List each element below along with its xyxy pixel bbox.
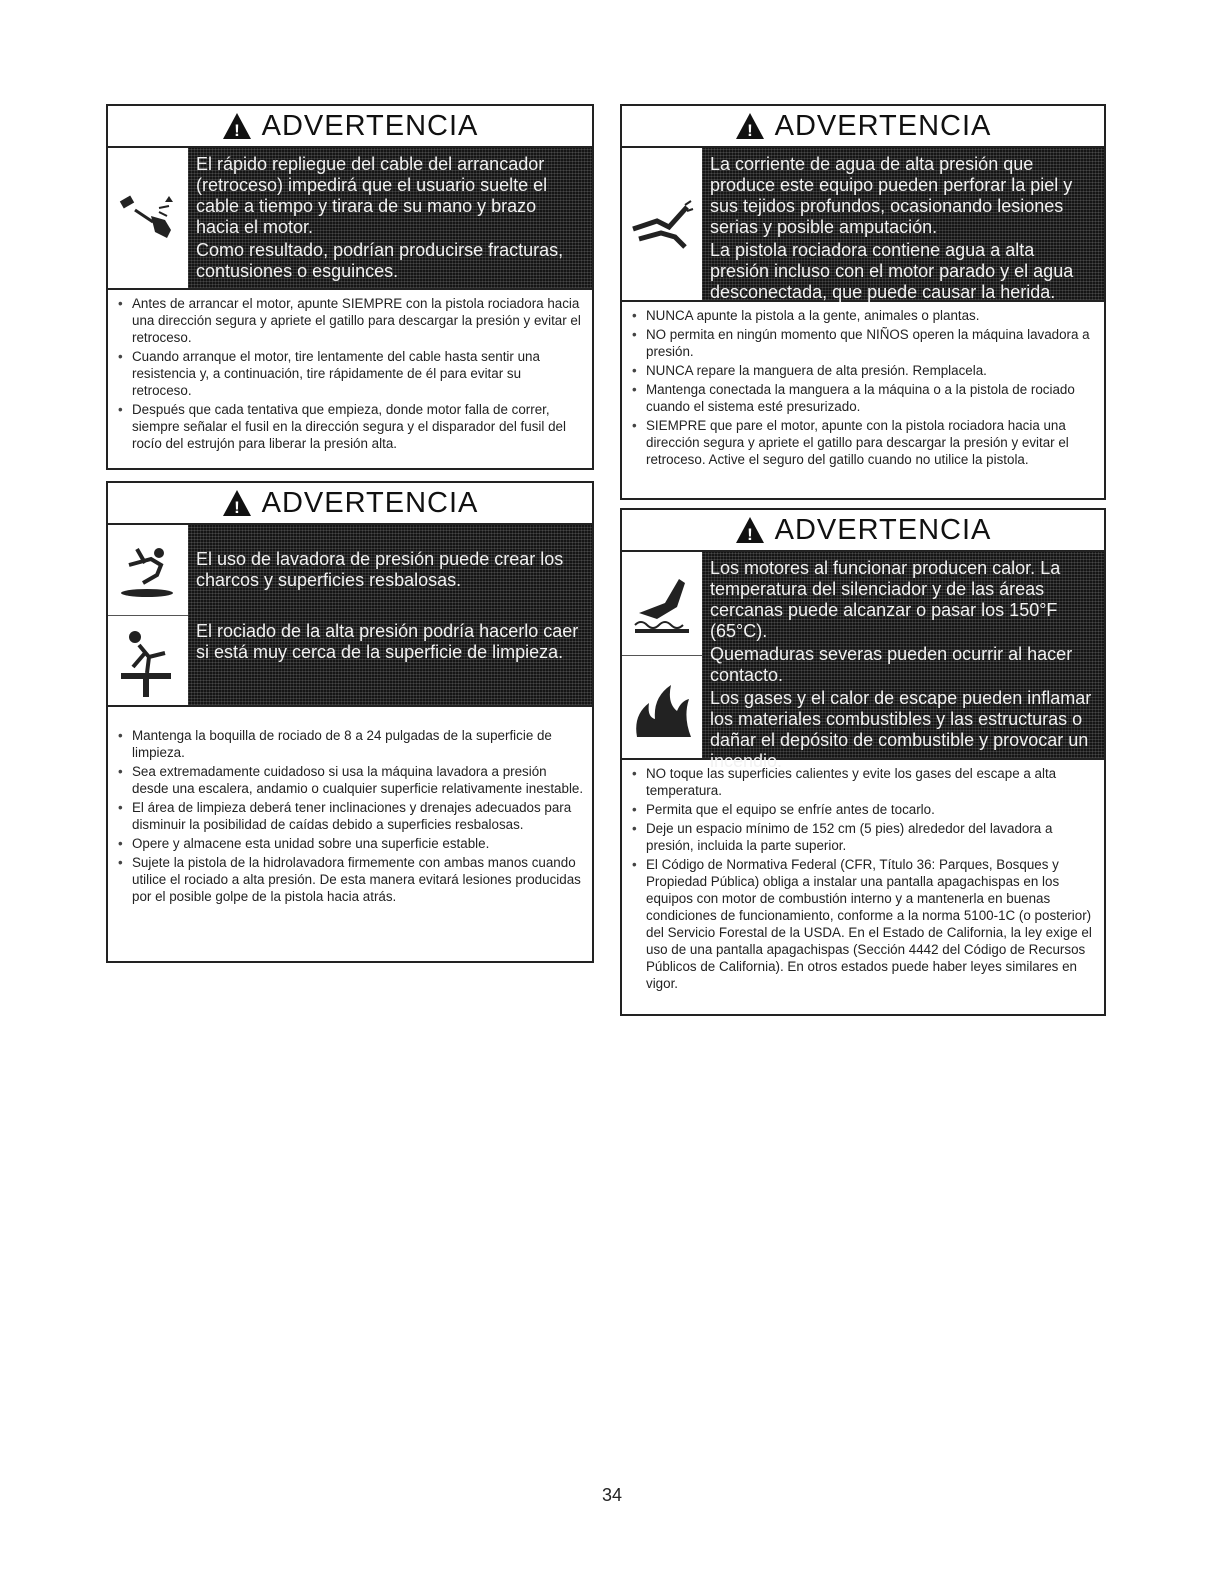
hazard-text: El rápido repliegue del cable del arrancador (retroceso) impedirá que el usuario suelte el cable a tiempo y tirara de su mano y brazo hacia el motor. xyxy=(196,154,548,237)
svg-text:!: ! xyxy=(233,121,240,140)
svg-text:!: ! xyxy=(233,498,240,517)
hazard-text: Quemaduras severas pueden ocurrir al hacer contacto. xyxy=(710,644,1073,685)
hazard-text-band xyxy=(188,525,592,705)
hazard-text: Como resultado, podrían producirse fracturas, contusiones o esguinces. xyxy=(196,240,564,281)
hazard-text: La pistola rociadora contiene agua a alta presión incluso con el motor parado y el agua desconectada, que puede causar la herida. xyxy=(710,240,1074,302)
list-item: • Sujete la pistola de la hidrolavadora firmemente con ambas manos cuando utilice el rociado a alta presión. De esta manera evitará lesiones producidas por el posible golpe de la pistola hacia atrás. xyxy=(132,854,584,905)
hazard-text: El uso de lavadora de presión puede crear los charcos y superficies resbalosas. xyxy=(196,549,564,590)
svg-text:!: ! xyxy=(746,121,753,140)
falling-person-icon xyxy=(108,616,188,706)
warning-bullet-list xyxy=(108,290,592,460)
warning-bullet-list xyxy=(108,707,592,913)
hazard-text: El rociado de la alta presión podría hacerlo caer si está muy cerca de la superficie de limpieza. xyxy=(196,621,579,662)
hazard-text-band xyxy=(702,148,1104,300)
hazard-text: Los motores al funcionar producen calor. La temperatura del silenciador y de las áreas cercanas puede alcanzar o pasar los 150°F (65°C). xyxy=(710,558,1061,641)
warning-header xyxy=(108,106,592,148)
warning-triangle-icon xyxy=(735,112,765,140)
list-item: • Cuando arranque el motor, tire lentamente del cable hasta sentir una resistencia y, a continuación, tire rápidamente de él para evitar su retroceso. xyxy=(132,348,584,399)
warning-box-slip xyxy=(106,481,594,963)
warning-header xyxy=(108,483,592,525)
svg-text:!: ! xyxy=(746,525,753,544)
list-item: • Antes de arrancar el motor, apunte SIEMPRE con la pistola rociadora hacia una dirección segura y apriete el gatillo para descargar la presión y evitar el retroceso. xyxy=(132,295,584,346)
list-item: • Después que cada tentativa que empieza, donde motor falla de correr, siempre señalar el fusil en la dirección segura y el disparador del fusil del rocío del estrujón para liberar la presión alta. xyxy=(132,401,584,452)
warning-title: ADVERTENCIA xyxy=(774,109,992,142)
warning-box-recoil xyxy=(106,104,594,470)
list-item: • Mantenga la boquilla de rociado de 8 a 24 pulgadas de la superficie de limpieza. xyxy=(132,727,584,761)
warning-title: ADVERTENCIA xyxy=(261,486,479,519)
warning-box-heat xyxy=(620,508,1106,1016)
hazard-text-band xyxy=(702,552,1104,771)
list-item: • Permita que el equipo se enfríe antes de tocarlo. xyxy=(646,801,1096,818)
hazard-text-band xyxy=(188,148,592,288)
recoil-hand-icon xyxy=(108,148,188,288)
list-item: • NO toque las superficies calientes y evite los gases del escape a alta temperatura. xyxy=(646,765,1096,799)
fire-icon xyxy=(622,656,702,759)
warning-triangle-icon xyxy=(222,112,252,140)
warning-triangle-icon xyxy=(222,489,252,517)
slipping-person-icon xyxy=(108,525,188,616)
hot-surface-icon xyxy=(622,552,702,656)
warning-bullet-list xyxy=(622,760,1104,1000)
list-item: • Mantenga conectada la manguera a la máquina o a la pistola de rociado cuando el sistema esté presurizado. xyxy=(646,381,1096,415)
injection-hand-icon xyxy=(622,148,702,300)
warning-title: ADVERTENCIA xyxy=(261,109,479,142)
page-number: 34 xyxy=(601,1485,623,1505)
warning-header xyxy=(622,106,1104,148)
list-item: • Opere y almacene esta unidad sobre una superficie estable. xyxy=(132,835,584,852)
list-item: • El Código de Normativa Federal (CFR, Título 36: Parques, Bosques y Propiedad Pública) obliga a instalar una pantalla apagachispas en los equipos con motor de combustión interno y a mantenerla en buenas condiciones de funcionamiento, conforme a la norma 5100-1C (o posterior) del Servicio Forestal de la USDA. En el Estado de California, la ley exige el uso de una pantalla apagachispas (Sección 4442 del Código de Recursos Públicos de California). En otros estados puede haber leyes similares en vigor. xyxy=(646,856,1096,992)
list-item: • El área de limpieza deberá tener inclinaciones y drenajes adecuados para disminuir la posibilidad de caídas debido a superficies resbalosas. xyxy=(132,799,584,833)
list-item: • Deje un espacio mínimo de 152 cm (5 pies) alrededor del lavadora a presión, incluida la parte superior. xyxy=(646,820,1096,854)
hazard-text: La corriente de agua de alta presión que produce este equipo pueden perforar la piel y sus tejidos profundos, ocasionando lesiones serias y posible amputación. xyxy=(710,154,1073,237)
list-item: • NUNCA repare la manguera de alta presión. Remplacela. xyxy=(646,362,1096,379)
warning-box-injection xyxy=(620,104,1106,500)
warning-triangle-icon xyxy=(735,516,765,544)
list-item: • SIEMPRE que pare el motor, apunte con la pistola rociadora hacia una dirección segura y apriete el gatillo para descargar la presión y evitar el retroceso. Active el seguro del gatillo cuando no utilice la pistola. xyxy=(646,417,1096,468)
list-item: • Sea extremadamente cuidadoso si usa la máquina lavadora a presión desde una escalera, andamio o cualquier superficie relativamente inestable. xyxy=(132,763,584,797)
list-item: • NUNCA apunte la pistola a la gente, animales o plantas. xyxy=(646,307,1096,324)
list-item: • NO permita en ningún momento que NIÑOS operen la máquina lavadora a presión. xyxy=(646,326,1096,360)
warning-title: ADVERTENCIA xyxy=(774,513,992,546)
warning-header xyxy=(622,510,1104,552)
hazard-text: Los gases y el calor de escape pueden inflamar los materiales combustibles y las estructuras o dañar el depósito de combustible y provocar un incendio. xyxy=(710,688,1092,771)
warning-bullet-list xyxy=(622,302,1104,476)
